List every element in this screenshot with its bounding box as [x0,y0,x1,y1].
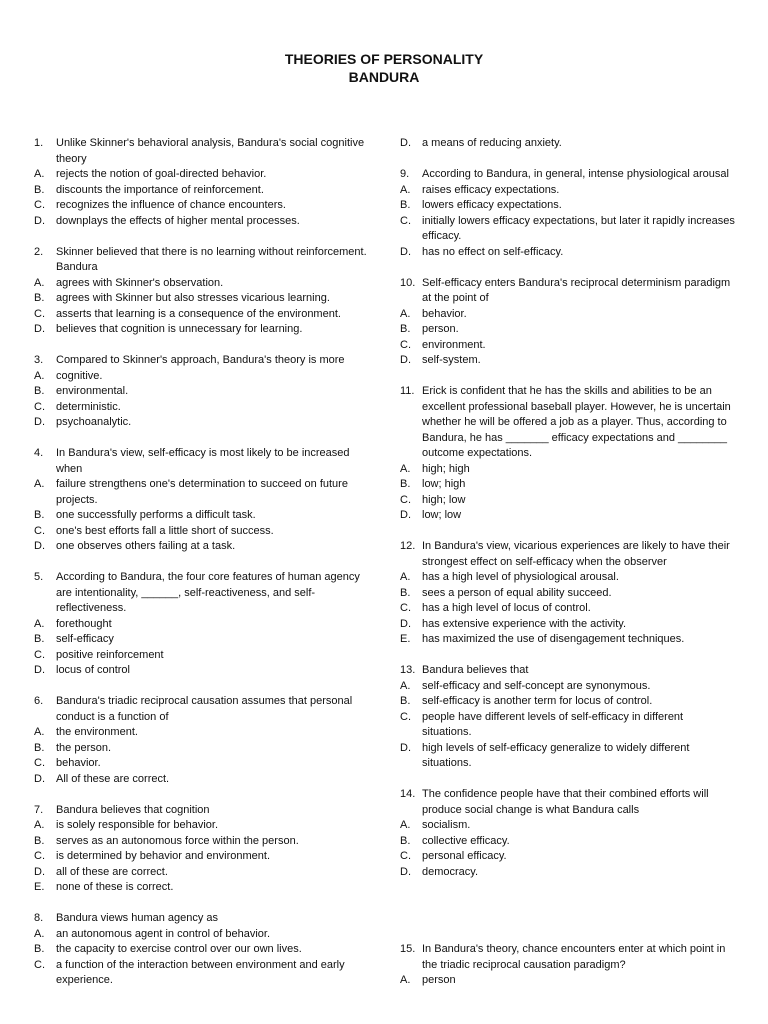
option-letter: A. [34,726,45,738]
option-line [400,338,735,354]
option-text: low; high [422,478,466,490]
question-stem [400,539,735,570]
option-text: self-efficacy [56,633,114,645]
option-line [400,632,735,648]
question-stem [400,276,735,307]
option-text: is determined by behavior and environment. [56,850,271,862]
option-letter: E. [400,633,411,645]
option-line [400,617,735,633]
option-text: high levels of self-efficacy generalize to widely different situations. [422,741,690,769]
option-letter: D. [34,323,45,335]
option-line [34,477,372,508]
option-text: people have different levels of self-efficacy in different situations. [422,710,684,738]
question-14 [400,787,735,880]
question-number: 1. [34,137,44,149]
question-stem [34,694,372,725]
option-letter: B. [400,199,411,211]
option-letter: C. [34,524,45,537]
question-stem [34,570,372,617]
option-letter: D. [34,865,45,878]
option-text: self-efficacy and self-concept are synonymous. [422,679,651,692]
option-line [400,214,735,245]
question-text: Bandura believes that [422,664,529,676]
option-line [400,245,735,261]
column-gap [400,896,735,943]
option-line [34,415,372,431]
option-text: one successfully performs a difficult task. [56,509,256,521]
question-13 [400,663,735,772]
question-11 [400,384,735,524]
option-text: the capacity to exercise control over our own lives. [56,943,302,955]
option-letter: C. [34,850,45,862]
option-letter: D. [400,865,411,878]
option-text: locus of control [56,664,130,676]
option-letter: C. [400,710,411,723]
option-line [34,322,372,338]
question-stem [34,245,372,276]
option-letter: D. [34,772,45,785]
option-text: agrees with Skinner's observation. [56,276,224,289]
question-number: 4. [34,447,44,459]
option-text: behavior. [422,307,467,320]
option-line [34,167,372,183]
option-line [400,493,735,509]
question-number: 13. [400,664,416,676]
option-text: socialism. [422,819,471,831]
option-letter: D. [400,509,411,521]
option-line [400,477,735,493]
option-text: cognitive. [56,369,103,382]
option-text: agrees with Skinner but also stresses vicarious learning. [56,292,330,304]
question-2 [34,245,372,338]
option-text: person. [422,323,459,335]
question-number: 3. [34,354,44,366]
option-line [34,772,372,788]
option-text: behavior. [56,757,101,769]
option-letter: A. [400,974,411,986]
question-4 [34,446,372,555]
option-line [34,276,372,292]
question-number: 9. [400,168,410,180]
option-letter: C. [400,602,411,614]
option-letter: A. [400,183,411,196]
option-text: all of these are correct. [56,865,168,878]
option-text: the environment. [56,726,138,738]
option-line [34,725,372,741]
option-letter: C. [400,850,411,862]
question-text: According to Bandura, the four core features of human agency are intentionality, ______, self-reactiveness, and self-reflectiveness. [56,571,360,614]
option-text: rejects the notion of goal-directed behavior. [56,168,267,180]
question-8 [34,911,372,989]
option-letter: D. [400,741,411,754]
question-text: In Bandura's view, vicarious experiences are likely to have their strongest effect on self-efficacy when the observer [422,540,730,568]
option-letter: A. [400,819,411,831]
option-text: deterministic. [56,400,121,413]
option-line [34,617,372,633]
question-text: Bandura believes that cognition [56,803,210,816]
option-line [400,849,735,865]
option-text: forethought [56,617,112,630]
question-number: 5. [34,571,44,583]
right-column [400,136,735,1004]
question-1 [34,136,372,229]
option-line [34,369,372,385]
question-stem [34,353,372,369]
option-line [400,741,735,772]
option-text: downplays the effects of higher mental processes. [56,214,300,227]
question-number: 2. [34,245,44,258]
option-line [34,818,372,834]
question-text: Unlike Skinner's behavioral analysis, Bandura's social cognitive theory [56,137,365,165]
question-text: According to Bandura, in general, intense physiological arousal [422,168,729,180]
question-text: In Bandura's view, self-efficacy is most likely to be increased when [56,447,350,475]
option-text: high; high [422,462,470,475]
option-text: believes that cognition is unnecessary for learning. [56,323,303,335]
option-letter: D. [34,664,45,676]
option-line [34,865,372,881]
option-letter: B. [400,695,411,707]
option-line [400,136,735,152]
option-letter: A. [34,819,45,831]
option-letter: C. [34,307,45,320]
option-text: a means of reducing anxiety. [422,137,562,149]
option-letter: B. [34,633,45,645]
question-6 [34,694,372,787]
option-text: none of these is correct. [56,881,174,893]
question-text: Skinner believed that there is no learning without reinforcement. Bandura [56,245,367,273]
option-letter: A. [34,927,45,940]
option-letter: C. [34,648,45,661]
option-text: failure strengthens one's determination to succeed on future projects. [56,478,348,506]
option-line [34,632,372,648]
option-line [400,322,735,338]
option-letter: C. [400,493,411,506]
option-text: collective efficacy. [422,834,510,847]
option-letter: A. [34,478,45,490]
question-number: 11. [400,385,415,397]
option-line [400,198,735,214]
option-letter: E. [34,881,45,893]
question-stem [400,663,735,679]
option-line [34,880,372,896]
option-letter: C. [400,338,411,351]
option-text: has extensive experience with the activity. [422,617,627,630]
option-text: All of these are correct. [56,772,170,785]
option-letter: C. [34,400,45,413]
option-line [34,307,372,323]
title-line: THEORIES OF PERSONALITY [284,51,484,67]
question-text: Self-efficacy enters Bandura's reciprocal determinism paradigm at the point of [422,276,731,304]
option-line [400,586,735,602]
option-text: initially lowers efficacy expectations, but later it rapidly increases efficacy. [422,214,735,242]
option-line [400,353,735,369]
option-line [34,183,372,199]
option-letter: D. [34,540,45,552]
question-7 [34,803,372,896]
option-letter: C. [34,757,45,769]
option-text: the person. [56,741,112,754]
option-line [34,508,372,524]
option-text: democracy. [422,865,479,878]
question-number: 15. [400,943,416,955]
option-text: person [422,974,456,986]
option-text: recognizes the influence of chance encounters. [56,199,286,211]
option-letter: C. [34,199,45,211]
option-letter: B. [34,385,45,397]
option-line [34,834,372,850]
option-line [400,508,735,524]
option-text: has maximized the use of disengagement techniques. [422,633,685,645]
option-letter: B. [34,183,45,196]
option-letter: C. [400,214,411,227]
option-line [400,834,735,850]
question-text: Compared to Skinner's approach, Bandura's theory is more [56,354,345,366]
option-text: self-system. [422,354,481,366]
option-line [34,198,372,214]
option-text: low; low [422,509,462,521]
option-letter: A. [400,679,411,692]
option-letter: A. [400,462,411,475]
question-text: In Bandura's theory, chance encounters enter at which point in the triadic reciprocal causation paradigm? [422,943,726,971]
option-text: asserts that learning is a consequence of the environment. [56,307,341,320]
option-text: personal efficacy. [422,850,507,862]
option-text: positive reinforcement [56,648,164,661]
option-text: is solely responsible for behavior. [56,819,219,831]
option-line [34,849,372,865]
option-line [400,710,735,741]
left-column [34,136,372,1004]
question-stem [34,136,372,167]
option-letter: A. [34,369,45,382]
question-stem [34,803,372,819]
question-number: 6. [34,695,44,707]
option-line [34,291,372,307]
option-line [34,524,372,540]
option-line [34,741,372,757]
option-text: one's best efforts fall a little short of success. [56,524,274,537]
option-letter: B. [34,292,45,304]
option-letter: D. [400,137,411,149]
question-stem [34,446,372,477]
option-letter: C. [34,958,45,971]
option-line [400,694,735,710]
question-12 [400,539,735,648]
option-letter: A. [34,617,45,630]
option-letter: D. [34,416,45,428]
option-line [34,927,372,943]
option-text: a function of the interaction between environment and early experience. [56,958,345,986]
option-letter: B. [34,509,45,521]
question-text: Bandura views human agency as [56,912,219,924]
option-letter: B. [400,478,411,490]
option-text: serves as an autonomous force within the person. [56,834,299,847]
option-line [400,865,735,881]
option-text: sees a person of equal ability succeed. [422,586,612,599]
option-letter: B. [34,943,45,955]
option-text: self-efficacy is another term for locus of control. [422,695,653,707]
question-number: 12. [400,540,416,552]
question-9 [400,167,735,260]
option-text: discounts the importance of reinforcement. [56,183,264,196]
question-10 [400,276,735,369]
option-text: one observes others failing at a task. [56,540,236,552]
document-title [0,50,768,86]
question-stem [400,384,735,462]
question-stem [34,911,372,927]
question-stem [400,167,735,183]
option-letter: D. [400,245,411,258]
question-number: 14. [400,788,416,800]
option-letter: D. [400,354,411,366]
question-number: 8. [34,912,44,924]
question-text: The confidence people have that their combined efforts will produce social change is what Bandura calls [422,788,709,816]
option-letter: A. [34,276,45,289]
option-letter: B. [34,741,45,754]
option-letter: D. [34,214,45,227]
option-text: has a high level of physiological arousal. [422,571,619,583]
option-line [34,958,372,989]
option-line [400,307,735,323]
option-letter: B. [34,834,45,847]
option-line [400,973,735,989]
option-letter: A. [400,571,411,583]
option-letter: B. [400,834,411,847]
option-letter: B. [400,323,411,335]
option-line [34,648,372,664]
option-line [34,539,372,555]
question-number: 10. [400,276,416,289]
question-text: Bandura's triadic reciprocal causation assumes that personal conduct is a function of [56,695,353,723]
option-line [400,679,735,695]
option-text: environmental. [56,385,129,397]
option-line [400,183,735,199]
option-line [400,601,735,617]
question-5 [34,570,372,679]
option-line [34,663,372,679]
option-text: lowers efficacy expectations. [422,199,562,211]
option-line [34,756,372,772]
option-line [400,818,735,834]
question-3 [34,353,372,431]
option-text: raises efficacy expectations. [422,183,560,196]
option-text: environment. [422,338,486,351]
continued-option [400,136,735,152]
option-line [400,570,735,586]
option-text: high; low [422,493,466,506]
question-text: Erick is confident that he has the skills and abilities to be an excellent professional baseball player. However, he is uncertain whether he will be offered a job as a player. Thus, according to Bandura, he has _______ efficacy expectations and ________ outcome expectations. [422,385,731,459]
question-15 [400,942,735,989]
option-text: has a high level of locus of control. [422,602,591,614]
option-letter: D. [400,617,411,630]
option-line [34,400,372,416]
option-line [400,462,735,478]
option-line [34,384,372,400]
option-letter: A. [34,168,45,180]
option-letter: A. [400,307,411,320]
option-text: psychoanalytic. [56,416,132,428]
question-stem [400,787,735,818]
option-text: an autonomous agent in control of behavior. [56,927,271,940]
subtitle-line: BANDURA [348,69,420,85]
question-number: 7. [34,803,44,816]
question-stem [400,942,735,973]
option-line [34,214,372,230]
option-letter: B. [400,586,411,599]
option-text: has no effect on self-efficacy. [422,245,564,258]
option-line [34,942,372,958]
